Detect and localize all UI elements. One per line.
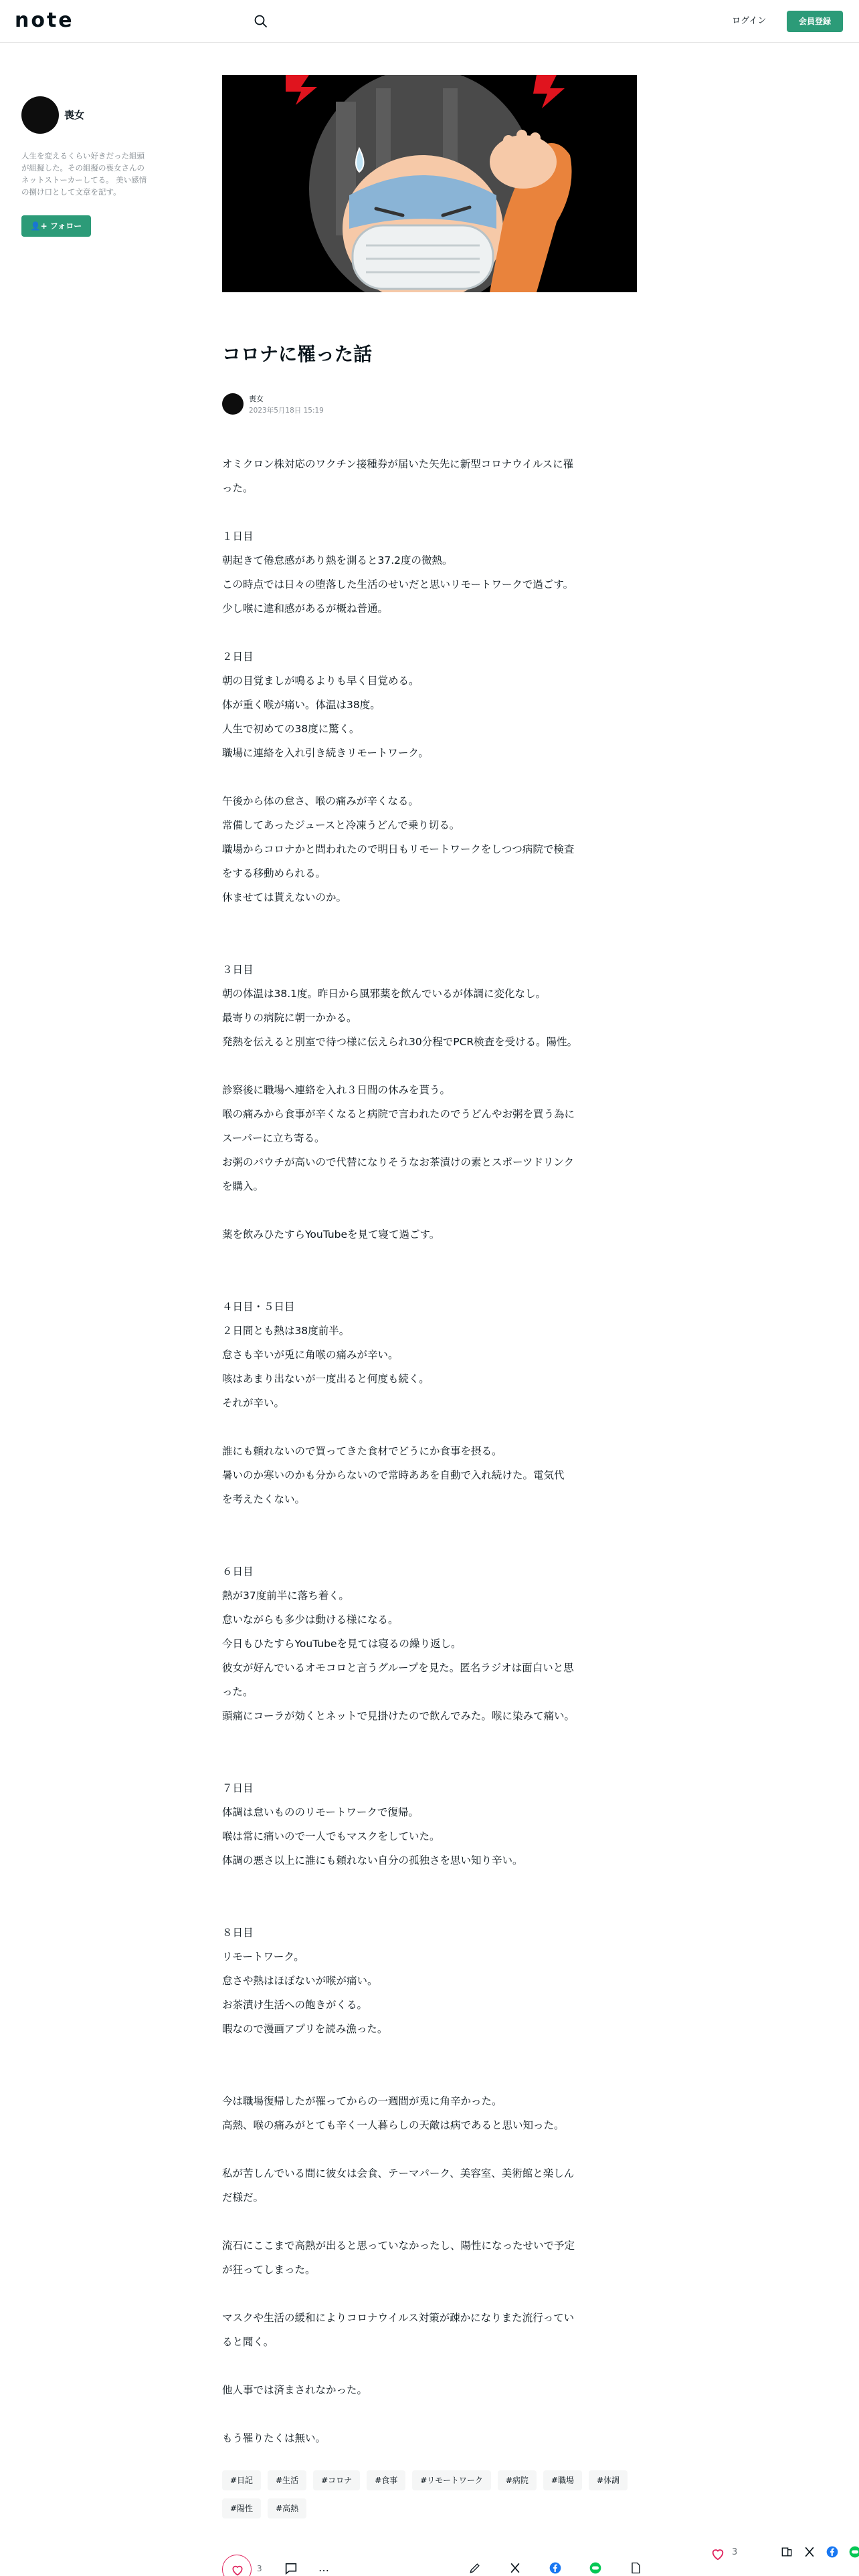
- body-line: [222, 765, 637, 789]
- body-line: 暑いのか寒いのかも分からないので常時ああを自動で入れ続けた。電気代: [222, 1469, 565, 1481]
- body-line: 喉の痛みから食事が辛くなると病院で言われたのでうどんやお粥を買う為に: [222, 1108, 575, 1120]
- body-line: 職場に連絡を入れ引き続きリモートワーク。: [222, 747, 429, 759]
- body-line: [222, 2041, 637, 2065]
- like-button[interactable]: [222, 2555, 252, 2576]
- search-icon[interactable]: [253, 13, 269, 29]
- sick-person-illustration: [222, 75, 637, 292]
- body-line: お茶漬け生活への飽きがくる。: [222, 1999, 368, 2011]
- body-line: 怠さや熱はほぼないが喉が痛い。: [222, 1975, 378, 1987]
- float-like-count[interactable]: 3: [732, 2547, 738, 2557]
- body-line: だ様だ。: [222, 2191, 264, 2204]
- body-line: [222, 1897, 637, 1921]
- body-line: 誰にも頼れないので買ってきた食材でどうにか食事を摂る。: [222, 1445, 502, 1457]
- comment-icon[interactable]: [284, 2561, 298, 2576]
- body-line: [222, 2354, 637, 2378]
- body-line: 咳はあまり出ないが一度出ると何度も続く。: [222, 1373, 430, 1385]
- body-line: [222, 1247, 637, 1271]
- post-date: 2023年5月18日 15:19: [249, 407, 324, 415]
- body-line: [222, 2282, 637, 2306]
- x-icon[interactable]: [508, 2561, 522, 2575]
- body-line: オミクロン株対応のワクチン接種券が届いた矢先に新型コロナウイルスに罹: [222, 458, 574, 470]
- body-line: を購入。: [222, 1180, 264, 1192]
- body-line: この時点では日々の堕落した生活のせいだと思いリモートワークで過ごす。: [222, 578, 574, 591]
- float-magazine-icon[interactable]: [780, 2545, 793, 2559]
- body-line: 薬を飲みひたすらYouTubeを見て寝て過ごす。: [222, 1228, 440, 1241]
- body-line: 私が苦しんでいる間に彼女は会食、テーマパーク、美容室、美術館と楽しん: [222, 2167, 575, 2179]
- float-facebook-icon[interactable]: [826, 2545, 839, 2559]
- body-line: った。: [222, 1686, 254, 1698]
- body-line: [222, 2402, 637, 2426]
- body-line: ８日目: [222, 1927, 254, 1939]
- tag-link[interactable]: #コロナ: [313, 2470, 360, 2490]
- body-line: 常備してあったジュースと冷凍うどんで乗り切る。: [222, 819, 460, 831]
- body-line: それが辛い。: [222, 1397, 285, 1409]
- body-line: を考えたくない。: [222, 1493, 306, 1505]
- body-line: 暇なので漫画アプリを読み漁った。: [222, 2023, 388, 2035]
- tag-link[interactable]: #食事: [367, 2470, 405, 2490]
- article-title: コロナに罹った話: [222, 343, 373, 365]
- body-line: 彼女が好んでいるオモコロと言うグループを見た。匿名ラジオは面白いと思: [222, 1662, 574, 1674]
- body-line: 流石にここまで高熱が出ると思っていなかったし、陽性になったせいで予定: [222, 2240, 575, 2252]
- tag-link[interactable]: #生活: [268, 2470, 306, 2490]
- body-line: [222, 1054, 637, 1078]
- body-line: [222, 2065, 637, 2089]
- body-line: 喉は常に痛いので一人でもマスクをしていた。: [222, 1830, 440, 1842]
- body-line: [222, 621, 637, 645]
- body-line: 今は職場復帰したが罹ってからの一週間が兎に角辛かった。: [222, 2095, 502, 2107]
- body-line: [222, 1535, 637, 1560]
- body-line: をする移動められる。: [222, 867, 326, 879]
- body-line: 職場からコロナかと問われたので明日もリモートワークをしつつ病院で検査: [222, 843, 575, 855]
- body-line: [222, 1415, 637, 1439]
- body-line: [222, 934, 637, 958]
- body-line: 熱が37度前半に落ち着く。: [222, 1590, 349, 1602]
- body-line: [222, 909, 637, 934]
- facebook-icon[interactable]: [549, 2561, 562, 2575]
- tag-link[interactable]: #体調: [589, 2470, 628, 2490]
- body-line: [222, 500, 637, 524]
- body-line: ３日目: [222, 964, 254, 976]
- document-icon[interactable]: [629, 2561, 642, 2575]
- tag-link[interactable]: #病院: [498, 2470, 537, 2490]
- body-line: 他人事では済まされなかった。: [222, 2384, 368, 2396]
- floating-action-bar: [708, 2545, 859, 2561]
- line-icon[interactable]: [589, 2561, 602, 2575]
- follow-button[interactable]: [21, 215, 91, 237]
- author-avatar[interactable]: [21, 96, 59, 134]
- heart-icon: [231, 2563, 244, 2576]
- body-line: ６日目: [222, 1566, 254, 1578]
- body-line: [222, 1872, 637, 1897]
- body-line: 高熱、喉の痛みがとても辛く一人暮らしの天敵は病であると思い知った。: [222, 2119, 565, 2131]
- share-row: [468, 2561, 642, 2575]
- follow-icon: 👤+: [30, 221, 50, 231]
- float-line-icon[interactable]: [848, 2545, 859, 2559]
- body-line: 少し喉に違和感があるが概ね普通。: [222, 603, 389, 615]
- author-description: 人生を変えるくらい好きだった組頭が組擬した。その組擬の喪女さんのネットストーカーしてる。 美い感情の捌け口として文章を記す。: [21, 151, 147, 197]
- body-line: 朝の目覚ましが鳴るよりも早く目覚める。: [222, 675, 419, 687]
- body-line: [222, 1752, 637, 1776]
- body-line: [222, 1198, 637, 1222]
- body-line: が狂ってしまった。: [222, 2264, 316, 2276]
- article-body: [222, 452, 637, 2450]
- body-line: 体が重く喉が痛い。体温は38度。: [222, 699, 381, 711]
- author-avatar-small[interactable]: [222, 393, 244, 415]
- body-line: 午後から体の怠さ、喉の痛みが辛くなる。: [222, 795, 419, 807]
- body-line: マスクや生活の緩和によりコロナウイルス対策が疎かになりまた流行ってい: [222, 2312, 575, 2324]
- tag-link[interactable]: #職場: [543, 2470, 582, 2490]
- tag-link[interactable]: #リモートワーク: [412, 2470, 491, 2490]
- body-line: 今日もひたすらYouTubeを見ては寝るの繰り返し。: [222, 1638, 462, 1650]
- body-line: 体調の悪さ以上に誰にも頼れない自分の孤独さを思い知り辛い。: [222, 1854, 523, 1866]
- body-line: った。: [222, 482, 254, 494]
- signup-button[interactable]: 会員登録: [787, 11, 843, 32]
- body-line: もう罹りたくは無い。: [222, 2432, 326, 2444]
- body-line: [222, 2210, 637, 2234]
- body-line: お粥のパウチが高いので代替になりそうなお茶漬けの素とスポーツドリンク: [222, 1156, 575, 1168]
- author-name[interactable]: 喪女: [64, 109, 85, 121]
- body-line: ２日間とも熱は38度前半。: [222, 1325, 350, 1337]
- float-share-icons: [780, 2545, 859, 2559]
- body-line: [222, 1511, 637, 1535]
- like-count[interactable]: 3: [257, 2564, 262, 2573]
- body-line: 人生で初めての38度に驚く。: [222, 723, 360, 735]
- body-line: 怠いながらも多少は動ける様になる。: [222, 1614, 399, 1626]
- body-line: ると聞く。: [222, 2336, 274, 2348]
- body-line: ４日目・５日目: [222, 1301, 295, 1313]
- body-line: ２日目: [222, 651, 254, 663]
- body-line: [222, 1271, 637, 1295]
- tag-link[interactable]: #日記: [222, 2470, 261, 2490]
- tag-link[interactable]: #陽性: [222, 2498, 261, 2518]
- site-header: [0, 0, 859, 43]
- hero-image: [222, 75, 637, 292]
- body-line: １日目: [222, 530, 254, 542]
- body-line: 診察後に職場へ連絡を入れ３日間の休みを貰う。: [222, 1084, 451, 1096]
- float-heart-icon[interactable]: [710, 2547, 725, 2561]
- body-line: 朝起きて倦怠感があり熱を測ると37.2度の微熱。: [222, 554, 453, 566]
- body-line: 休ませては貰えないのか。: [222, 891, 347, 903]
- more-options-icon[interactable]: …: [318, 2561, 330, 2574]
- follow-label: フォロー: [50, 221, 82, 231]
- body-line: ７日目: [222, 1782, 254, 1794]
- body-line: 怠さも辛いが兎に角喉の痛みが辛い。: [222, 1349, 399, 1361]
- tag-list: [222, 2470, 637, 2518]
- body-line: [222, 1728, 637, 1752]
- author-name-small[interactable]: 喪女: [249, 395, 264, 403]
- body-line: 発熱を伝えると別室で待つ様に伝えられ30分程でPCR検査を受ける。陽性。: [222, 1036, 578, 1048]
- body-line: 朝の体温は38.1度。昨日から風邪薬を飲んでいるが体調に変化なし。: [222, 988, 547, 1000]
- body-line: [222, 2137, 637, 2161]
- pen-icon[interactable]: [468, 2561, 482, 2575]
- login-button[interactable]: ログイン: [732, 16, 767, 26]
- float-x-icon[interactable]: [803, 2545, 816, 2559]
- body-line: リモートワーク。: [222, 1951, 304, 1963]
- article-action-bar: [222, 2555, 637, 2576]
- body-line: 頭痛にコーラが効くとネットで見掛けたので飲んでみた。喉に染みて痛い。: [222, 1710, 575, 1722]
- tag-link[interactable]: #高熱: [268, 2498, 306, 2518]
- body-line: スーパーに立ち寄る。: [222, 1132, 325, 1144]
- body-line: 最寄りの病院に朝一かかる。: [222, 1012, 357, 1024]
- note-logo[interactable]: note: [15, 9, 74, 32]
- body-line: 体調は怠いもののリモートワークで復帰。: [222, 1806, 419, 1818]
